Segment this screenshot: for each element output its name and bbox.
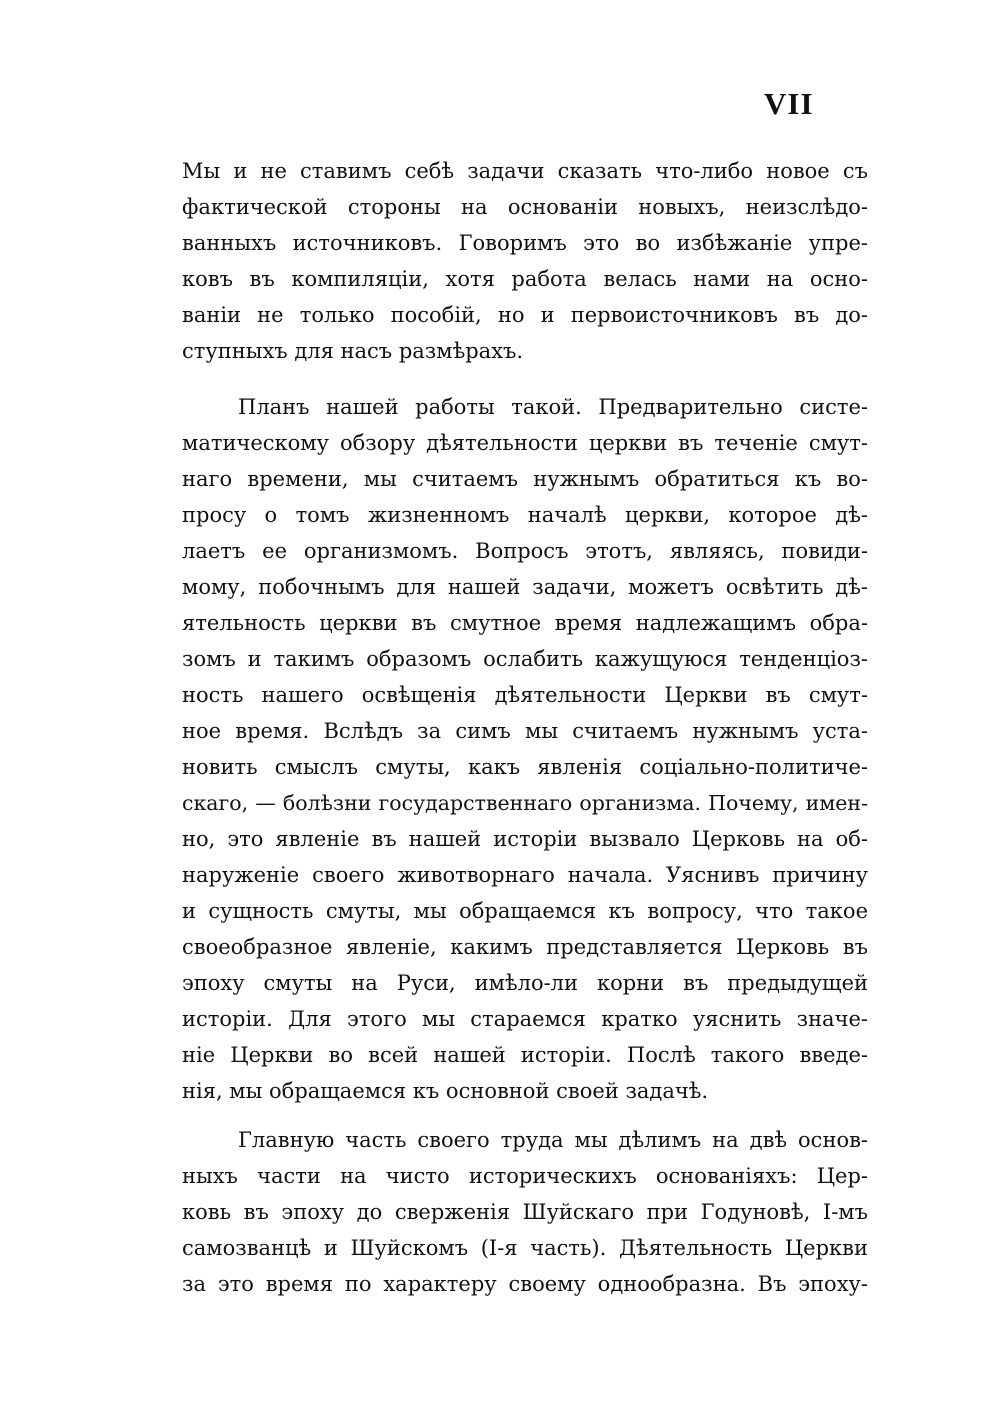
text-line: ванiи не только пособiй, но и первоисточниковъ въ до-	[182, 303, 868, 327]
page-number: VII	[764, 86, 814, 121]
text-line: исторiи. Для этого мы стараемся кратко уяснить значе-	[182, 1007, 868, 1031]
text-line: самозванцѣ и Шуйскомъ (I-я часть). Дѣятельность Церкви	[182, 1236, 868, 1260]
text-line: эпоху смуты на Руси, имѣло-ли корни въ предыдущей	[182, 971, 868, 995]
text-line: ятельность церкви въ смутное время надлежащимъ обра-	[182, 611, 868, 635]
text-line: Планъ нашей работы такой. Предварительно систе-	[238, 395, 868, 419]
text-line: ванныхъ источниковъ. Говоримъ это во избѣжанiе упре-	[182, 231, 868, 255]
text-line: Мы и не ставимъ себѣ задачи сказать что-либо новое съ	[182, 159, 868, 183]
paragraph-2	[182, 389, 868, 1109]
text-line: нiе Церкви во всей нашей исторiи. Послѣ такого введе-	[182, 1043, 868, 1067]
text-line: но, это явленiе въ нашей исторiи вызвало Церковь на об-	[182, 827, 868, 851]
text-line: за это время по характеру своему однообразна. Въ эпоху-	[182, 1272, 868, 1296]
text-line: ковь въ эпоху до сверженiя Шуйскаго при Годуновѣ, I-мъ	[182, 1200, 868, 1224]
text-line: своеобразное явленiе, какимъ представляется Церковь въ	[182, 935, 868, 959]
text-line: матическому обзору дѣятельности церкви въ теченiе смут-	[182, 431, 868, 455]
text-line: наго времени, мы считаемъ нужнымъ обратиться къ во-	[182, 467, 868, 491]
text-line: лаетъ ее организмомъ. Вопросъ этотъ, являясь, повиди-	[182, 539, 868, 563]
paragraph-1	[182, 153, 868, 369]
text-line: зомъ и такимъ образомъ ослабить кажущуюся тенденцiоз-	[182, 647, 868, 671]
text-line: и сущность смуты, мы обращаемся къ вопросу, что такое	[182, 899, 868, 923]
text-line: ныхъ части на чисто историческихъ основанiяхъ: Цер-	[182, 1164, 868, 1188]
text-line: мому, побочнымъ для нашей задачи, можетъ освѣтить дѣ-	[182, 575, 868, 599]
text-line: ковъ въ компиляцiи, хотя работа велась нами на осно-	[182, 267, 868, 291]
text-line: новить смыслъ смуты, какъ явленiя соцiально-политиче-	[182, 755, 868, 779]
text-line: ность нашего освѣщенiя дѣятельности Церкви въ смут-	[182, 683, 868, 707]
text-line: просу о томъ жизненномъ началѣ церкви, которое дѣ-	[182, 503, 868, 527]
text-line: скаго, — болѣзни государственнаго организма. Почему, имен-	[182, 791, 868, 815]
text-line: ное время. Вслѣдъ за симъ мы считаемъ нужнымъ уста-	[182, 719, 868, 743]
text-line: фактической стороны на основанiи новыхъ, неизслѣдо-	[182, 195, 868, 219]
text-line: нiя, мы обращаемся къ основной своей задачѣ.	[182, 1079, 709, 1103]
text-line: ступныхъ для насъ размѣрахъ.	[182, 339, 524, 363]
text-line: наруженiе своего животворнаго начала. Уяснивъ причину	[182, 863, 868, 887]
paragraph-3	[182, 1122, 868, 1302]
text-line: Главную часть своего труда мы дѣлимъ на двѣ основ-	[238, 1128, 868, 1152]
